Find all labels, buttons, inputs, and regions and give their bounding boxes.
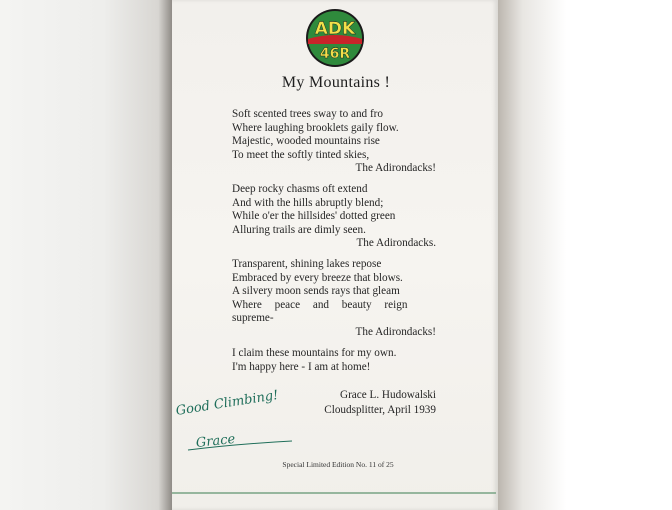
poem-line: Embraced by every breeze that blows.: [232, 271, 403, 284]
poem-line: And with the hills abruptly blend;: [232, 196, 384, 209]
poem-line: Transparent, shining lakes repose: [232, 258, 382, 270]
poem-line: Deep rocky chasms oft extend: [232, 183, 368, 195]
handwritten-inscription: Good Climbing!: [174, 387, 280, 419]
poem-line: Majestic, wooded mountains rise: [232, 135, 380, 147]
stanza-4: [232, 347, 442, 374]
poem-line: A silvery moon sends rays that gleam: [232, 285, 400, 297]
refrain-line: The Adirondacks!: [355, 325, 436, 338]
handwritten-signature: Grace: [195, 431, 236, 451]
poem-line: Where laughing brooklets gaily flow.: [232, 121, 399, 134]
background-left: [0, 0, 172, 510]
author-name: Grace L. Hudowalski: [340, 389, 436, 401]
adk-46r-logo: [305, 8, 365, 68]
poem-line: Alluring trails are dimly seen.: [232, 223, 366, 236]
poem-line: supreme-: [232, 312, 274, 324]
poem-line: Soft scented trees sway to and fro: [232, 108, 383, 120]
poem-line: I'm happy here - I am at home!: [232, 360, 371, 373]
logo-text-bottom: 46R: [319, 46, 351, 62]
logo-text-top: ADK: [314, 19, 356, 39]
page-bottom-rule: [172, 492, 496, 494]
stanza-3: [232, 258, 442, 339]
signature-underline: [186, 438, 296, 452]
refrain-line: The Adirondacks!: [355, 162, 436, 174]
poem-line: To meet the softly tinted skies,: [232, 148, 370, 161]
publication-source: Cloudsplitter, April 1939: [324, 404, 436, 416]
poem-line: Where peace and beauty reign: [232, 298, 408, 311]
poem-title: My Mountains !: [281, 74, 391, 91]
stanza-2: [232, 183, 442, 251]
stanza-1: [232, 108, 442, 176]
refrain-line: The Adirondacks.: [356, 237, 436, 249]
edition-note: Special Limited Edition No. 11 of 25: [282, 460, 394, 469]
background-right: [496, 0, 672, 510]
poem-line: While o'er the hillsides' dotted green: [232, 210, 396, 222]
poem-line: I claim these mountains for my own.: [232, 347, 397, 359]
